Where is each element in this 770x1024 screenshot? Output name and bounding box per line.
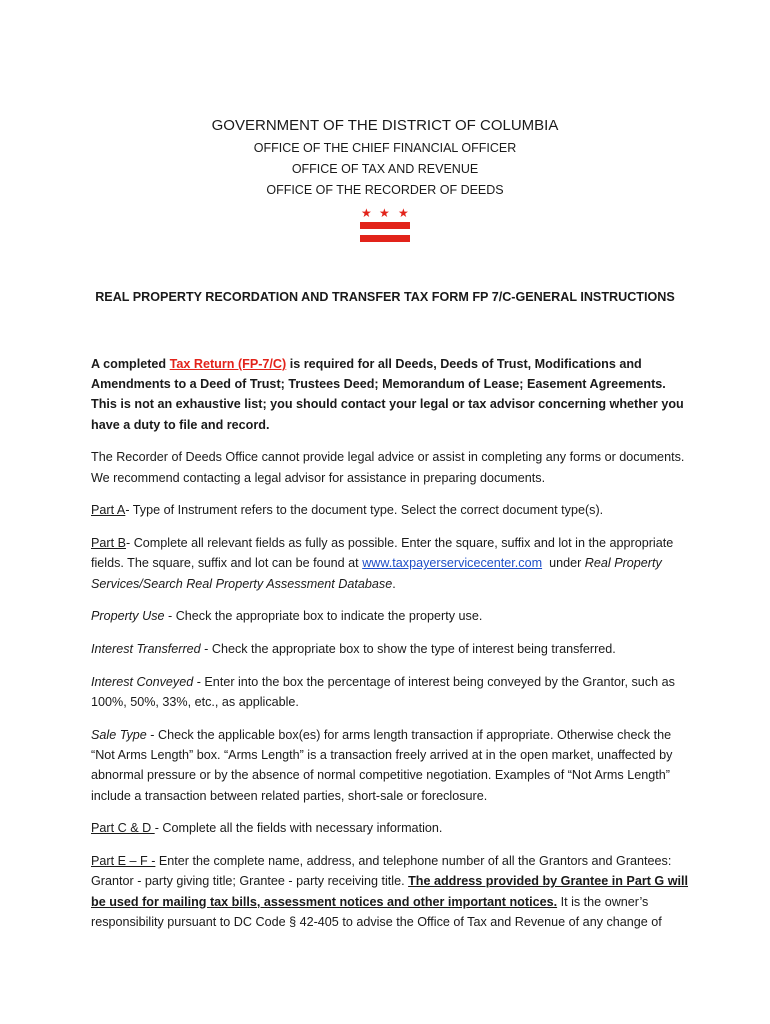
sale-type-paragraph: [91, 725, 691, 806]
interest-conveyed-label: Interest Conveyed: [91, 675, 194, 689]
interest-transferred-text: - Check the appropriate box to show the type of interest being transferred.: [200, 642, 616, 657]
part-a-paragraph: [91, 500, 691, 520]
instructions-body: [91, 354, 691, 945]
flag-bar-bottom: [360, 235, 410, 242]
taxpayer-service-center-link[interactable]: www.taxpayerservicecenter.com: [362, 556, 543, 571]
star-icon: ★: [398, 206, 409, 220]
intro-prefix: A completed: [91, 357, 170, 371]
interest-transferred-label: Interest Transferred: [91, 642, 201, 657]
star-icon: ★: [379, 206, 390, 220]
part-b-path: Real Property Services/Search Real Property Assessment Database: [91, 556, 662, 591]
header-recorder: OFFICE OF THE RECORDER OF DEEDS: [266, 183, 504, 197]
flag-bar-top: [360, 222, 410, 229]
part-ef-end: It is the owner’s responsibility pursuant to DC Code § 42-405 to advise the Office of Tax and Revenue of any change of: [91, 894, 662, 929]
property-use-paragraph: [91, 606, 691, 626]
interest-conveyed-paragraph: [91, 672, 691, 712]
part-b-after: under: [542, 556, 585, 571]
part-ef-label: Part E – F -: [91, 854, 156, 869]
intro-paragraph: [91, 354, 691, 435]
header-cfo: OFFICE OF THE CHIEF FINANCIAL OFFICER: [253, 141, 517, 155]
part-b-text: - Complete all relevant fields as fully as possible. Enter the square, suffix and lot in the appropriate fields. The square, suffix and lot can be found at: [91, 536, 674, 571]
part-cd-label: Part C & D: [91, 821, 155, 836]
header-government: GOVERNMENT OF THE DISTRICT OF COLUMBIA: [211, 117, 559, 134]
interest-transferred-paragraph: [91, 639, 691, 659]
dc-flag-logo: [360, 206, 410, 245]
sale-type-label: Sale Type: [91, 728, 147, 742]
part-cd-text: - Complete all the fields with necessary information.: [154, 821, 443, 836]
part-b-end: .: [392, 576, 396, 591]
recorder-note: The Recorder of Deeds Office cannot provide legal advice or assist in completing any forms or documents. We recommend contacting a legal advisor for assistance in preparing documents.: [91, 450, 685, 485]
part-b-paragraph: [91, 533, 691, 594]
header-otr: OFFICE OF TAX AND REVENUE: [291, 162, 479, 176]
property-use-text: - Check the appropriate box to indicate the property use.: [164, 609, 483, 624]
part-a-label: Part A: [91, 503, 126, 518]
star-icon: ★: [361, 206, 372, 220]
part-cd-paragraph: [91, 818, 691, 838]
property-use-label: Property Use: [91, 609, 165, 624]
document-title: REAL PROPERTY RECORDATION AND TRANSFER TAX FORM FP 7/C-GENERAL INSTRUCTIONS: [95, 290, 675, 304]
part-a-text: - Type of Instrument refers to the document type. Select the correct document type(s).: [125, 503, 604, 518]
grantee-address-notice: The address provided by Grantee in Part G will be used for mailing tax bills, assessment notices and other important notices.: [91, 874, 689, 909]
part-ef-paragraph: [91, 851, 691, 932]
part-b-label: Part B: [91, 536, 126, 551]
interest-conveyed-text: - Enter into the box the percentage of interest being conveyed by the Grantor, such as 100%, 50%, 33%, etc., as applicable.: [91, 675, 675, 710]
tax-return-link[interactable]: Tax Return (FP-7/C): [169, 357, 287, 371]
intro-rest: is required for all Deeds, Deeds of Trust, Modifications and Amendments to a Deed of Trust; Trustees Deed; Memorandum of Lease; Easement Agreements. This is not an exhaustive list; you should contact your legal or tax advisor concerning whether you have a duty to file and record.: [91, 357, 684, 432]
part-ef-text: Enter the complete name, address, and telephone number of all the Grantors and Grantees: Grantor - party giving title; Grantee - party receiving title.: [91, 854, 672, 889]
sale-type-text: - Check the applicable box(es) for arms length transaction if appropriate. Otherwise check the “Not Arms Length” box. “Arms Length” is a transaction freely arrived at in the open market, unaffected by abnormal pressure or by the absence of normal competitive negotiation. Examples of “Not Arms Length” include a transaction between related parties, short-sale or foreclosure.: [91, 728, 673, 803]
